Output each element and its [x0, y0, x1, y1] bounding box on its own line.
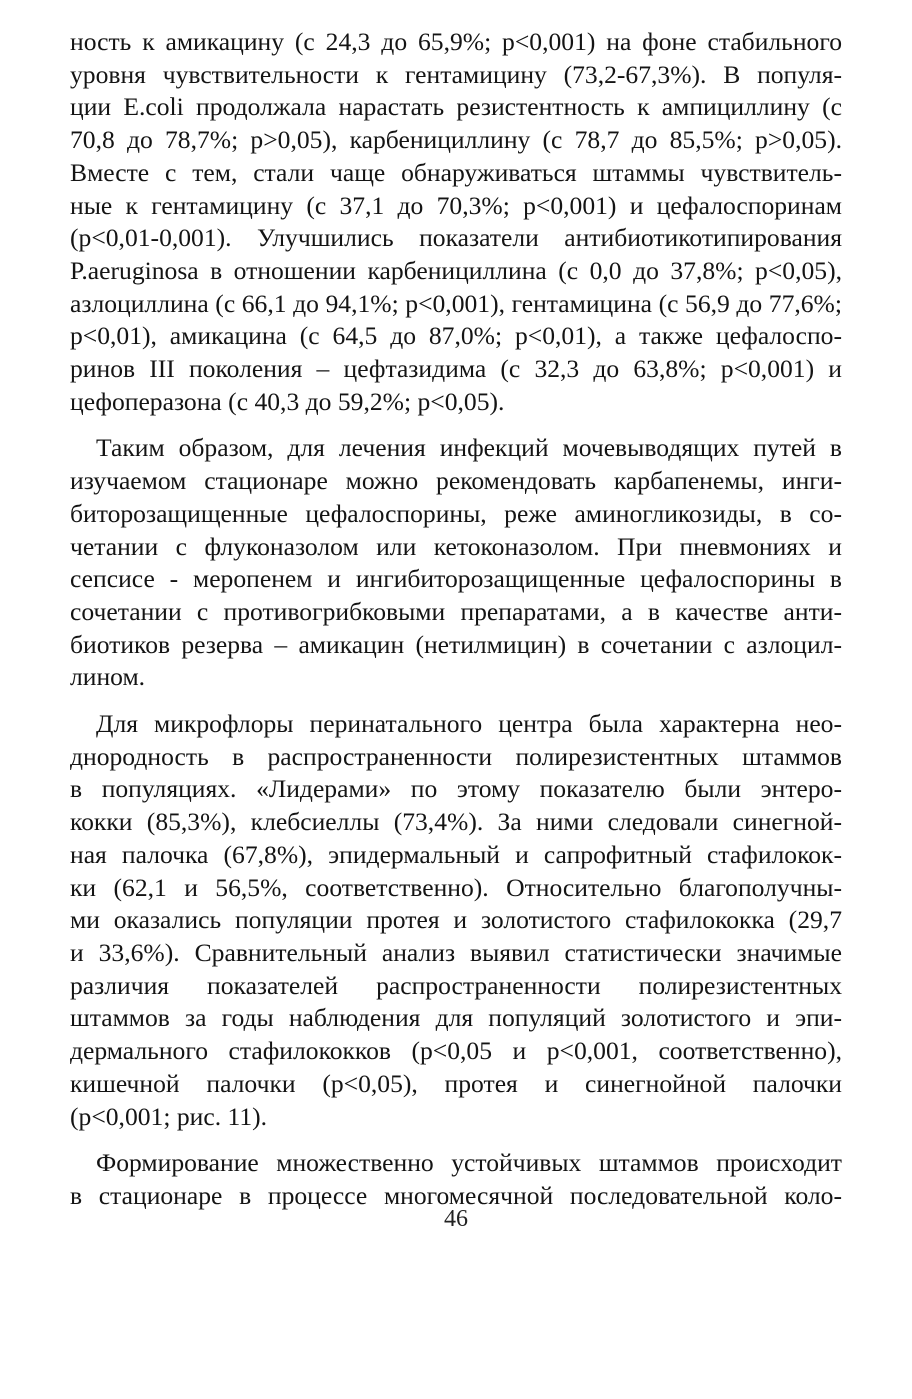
- text-line: сочетании с противогрибковыми препаратами, а в качестве анти-: [70, 596, 842, 626]
- text-line: (р<0,01-0,001). Улучшились показатели антибиотикотипирования: [70, 223, 842, 253]
- page-number: 46: [444, 1206, 468, 1232]
- text-line: Таким образом, для лечения инфекций мочевыводящих путей в: [96, 433, 842, 463]
- text-line: кишечной палочки (р<0,05), протея и синегнойной палочки: [70, 1068, 842, 1098]
- text-line: Вместе с тем, стали чаще обнаруживаться штаммы чувствитель-: [70, 157, 842, 187]
- text-line: Для микрофлоры перинатального центра была характерна нео-: [96, 709, 842, 739]
- text-line: четании с флуконазолом или кетоконазолом. При пневмониях и: [70, 531, 842, 561]
- text-line: различия показателей распространенности полирезистентных: [70, 970, 842, 1000]
- text-line: дермального стафилококков (р<0,05 и р<0,001, соответственно),: [70, 1036, 842, 1066]
- text-line: ные к гентамицину (с 37,1 до 70,3%; р<0,001) и цефалоспоринам: [70, 190, 842, 220]
- text-line: биотиков резерва – амикацин (нетилмицин) в сочетании с азлоцил-: [70, 629, 842, 659]
- text-line: изучаемом стационаре можно рекомендовать карбапенемы, инги-: [70, 466, 842, 496]
- text-line: в популяциях. «Лидерами» по этому показателю были энтеро-: [70, 774, 842, 804]
- text-line: ции E.coli продолжала нарастать резистентность к ампициллину (с: [70, 92, 842, 122]
- text-line: (р<0,001; рис. 11).: [70, 1101, 268, 1131]
- text-line: ми оказались популяции протея и золотистого стафилококка (29,7: [70, 905, 842, 935]
- paragraph-2: [70, 432, 842, 694]
- paragraph-4: [70, 1147, 842, 1212]
- text-line: азлоциллина (с 66,1 до 94,1%; р<0,001), гентамицина (с 56,9 до 77,6%;: [70, 288, 842, 318]
- text-line: P.aeruginosa в отношении карбенициллина (с 0,0 до 37,8%; р<0,05),: [70, 255, 842, 285]
- text-line: ная палочка (67,8%), эпидермальный и сапрофитный стафилокок-: [70, 839, 842, 869]
- text-line: кокки (85,3%), клебсиеллы (73,4%). За ними следовали синегной-: [70, 807, 842, 837]
- text-line: цефоперазона (с 40,3 до 59,2%; р<0,05).: [70, 386, 505, 416]
- text-line: штаммов за годы наблюдения для популяций золотистого и эпи-: [70, 1003, 842, 1033]
- text-line: лином.: [70, 662, 146, 692]
- text-line: ринов III поколения – цефтазидима (с 32,3 до 63,8%; р<0,001) и: [70, 354, 842, 384]
- text-line: сепсисе - меропенем и ингибиторозащищенные цефалоспорины в: [70, 564, 842, 594]
- text-line: биторозащищенные цефалоспорины, реже аминогликозиды, в со-: [70, 498, 842, 528]
- text-line: 70,8 до 78,7%; р>0,05), карбенициллину (с 78,7 до 85,5%; р>0,05).: [70, 125, 842, 155]
- paragraph-1: [70, 26, 842, 418]
- text-line: Формирование множественно устойчивых штаммов происходит: [96, 1148, 842, 1178]
- text-line: уровня чувствительности к гентамицину (73,2-67,3%). В популя-: [70, 59, 842, 89]
- text-line: в стационаре в процессе многомесячной последовательной коло-: [70, 1180, 842, 1210]
- paragraph-3: [70, 708, 842, 1133]
- page-body: [70, 26, 842, 1213]
- text-line: р<0,01), амикацина (с 64,5 до 87,0%; р<0,01), а также цефалоспо-: [70, 321, 842, 351]
- text-line: и 33,6%). Сравнительный анализ выявил статистически значимые: [70, 937, 842, 967]
- text-line: ность к амикацину (с 24,3 до 65,9%; р<0,001) на фоне стабильного: [70, 27, 842, 56]
- text-line: днородность в распространенности полирезистентных штаммов: [70, 741, 842, 771]
- text-line: ки (62,1 и 56,5%, соответственно). Относительно благополучны-: [70, 872, 842, 902]
